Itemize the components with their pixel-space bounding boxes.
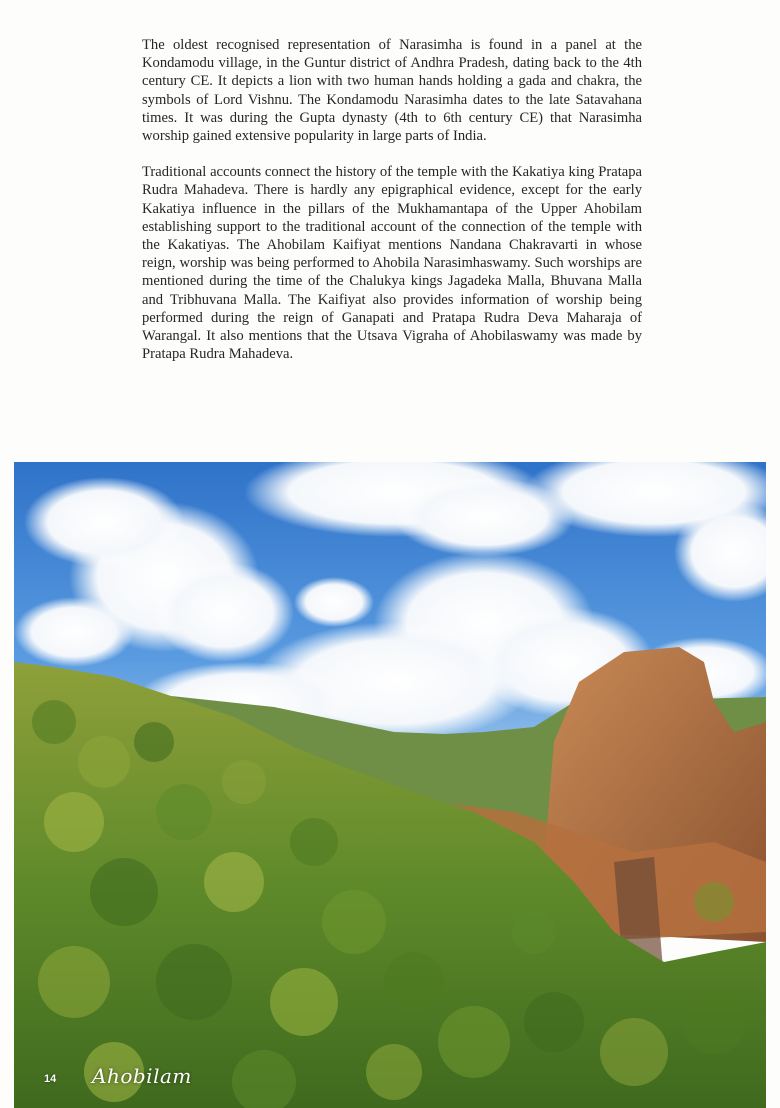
page-number: 14 <box>44 1073 57 1085</box>
article-body <box>142 36 642 381</box>
landscape-photo <box>14 462 766 1108</box>
running-title: Ahobilam <box>92 1064 192 1088</box>
paragraph-kondamodu: The oldest recognised representation of Narasimha is found in a panel at the Kondamodu village, in the Guntur district of Andhra Pradesh, dating back to the 4th century CE. It depicts a lion with two human hands holding a gada and chakra, the symbols of Lord Vishnu. The Kondamodu Narasimha dates to the late Satavahana times. It was during the Gupta dynasty (4th to 6th century CE) that Narasimha worship gained extensive popularity in large parts of India. <box>142 37 642 145</box>
paragraph-kakatiya: Traditional accounts connect the history of the temple with the Kakatiya king Pratapa Rudra Mahadeva. There is hardly any epigraphical evidence, except for the early Kakatiya influence in the pillars of the Mukhamantapa of the Upper Ahobilam establishing support to the traditional account of the connection of the temple with the Kakatiyas. The Ahobilam Kaifiyat mentions Nandana Chakravarti in whose reign, worship was being performed to Ahobila Narasimhaswamy. Such worships are mentioned during the time of the Chalukya kings Jagadeka Malla, Bhuvana Malla and Tribhuvana Malla. The Kaifiyat also provides information of worship being performed during the reign of Ganapati and Pratapa Rudra Deva Maharaja of Warangal. It also mentions that the Utsava Vigraha of Ahobilaswamy was made by Pratapa Rudra Mahadeva. <box>142 164 642 363</box>
